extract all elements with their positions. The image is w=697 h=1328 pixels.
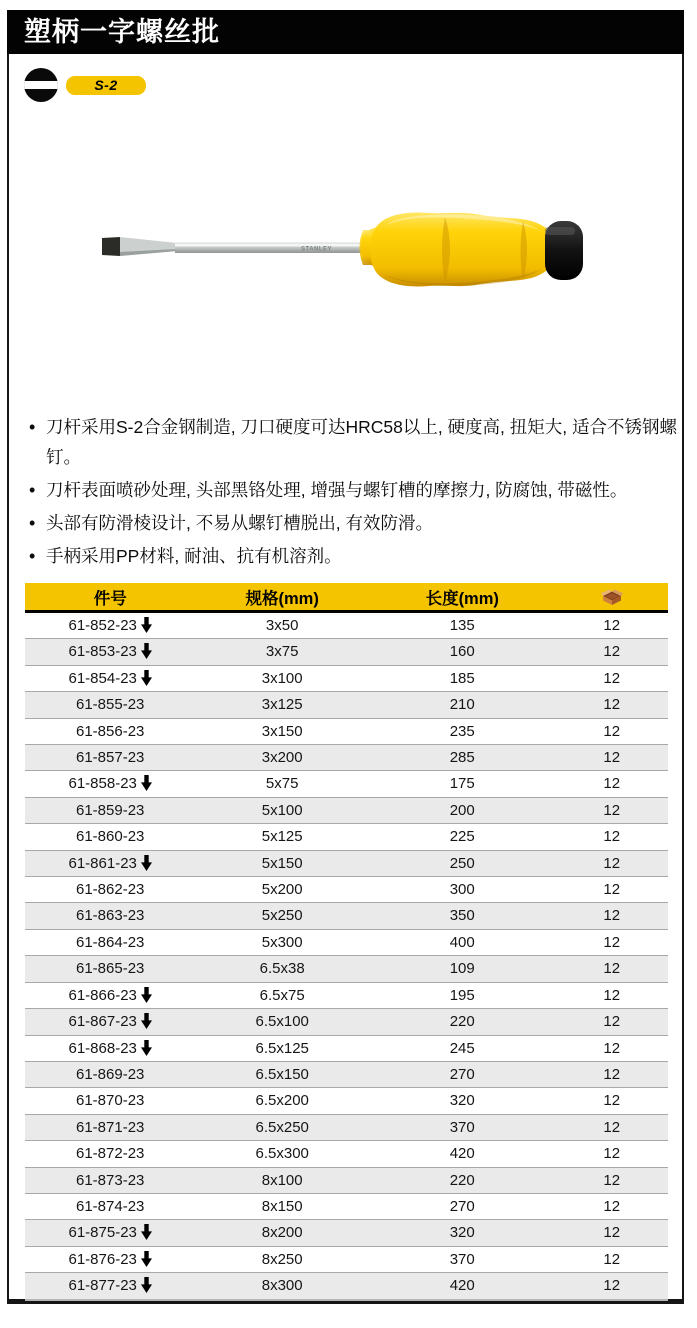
- qty-cell: 12: [555, 665, 668, 691]
- spec-cell: 3x200: [195, 745, 369, 771]
- badge-row: [24, 67, 146, 103]
- part-number: 61-869-23: [76, 1065, 145, 1083]
- header-length: 长度(mm): [369, 583, 555, 612]
- part-number: 61-874-23: [76, 1197, 145, 1215]
- part-number-cell: [25, 1009, 195, 1035]
- part-number-cell: [25, 903, 195, 929]
- table-row: [25, 1167, 668, 1193]
- length-cell: 220: [369, 1009, 555, 1035]
- spec-cell: 3x100: [195, 665, 369, 691]
- table-row: [25, 1114, 668, 1140]
- length-cell: 370: [369, 1246, 555, 1272]
- part-number-cell: [25, 771, 195, 797]
- part-number-cell: [25, 982, 195, 1008]
- table-row: [25, 1061, 668, 1087]
- title-bar: [7, 10, 684, 54]
- spec-cell: 5x75: [195, 771, 369, 797]
- table-row: [25, 1088, 668, 1114]
- part-number: 61-853-23: [68, 643, 137, 661]
- part-number: 61-865-23: [76, 960, 145, 978]
- part-number: 61-868-23: [68, 1039, 137, 1057]
- part-number-cell: [25, 877, 195, 903]
- part-number: 61-876-23: [68, 1250, 137, 1268]
- length-cell: 250: [369, 850, 555, 876]
- table-row: [25, 639, 668, 665]
- spec-cell: 3x75: [195, 639, 369, 665]
- table-row: [25, 982, 668, 1008]
- part-number-cell: [25, 1114, 195, 1140]
- part-number: 61-871-23: [76, 1118, 145, 1136]
- length-cell: 245: [369, 1035, 555, 1061]
- length-cell: 300: [369, 877, 555, 903]
- part-number: 61-877-23: [68, 1277, 137, 1295]
- down-arrow-icon: [141, 1251, 152, 1267]
- table-row: [25, 903, 668, 929]
- header-part-number: 件号: [25, 583, 195, 612]
- length-cell: 270: [369, 1061, 555, 1087]
- part-number: 61-860-23: [76, 828, 145, 846]
- length-cell: 200: [369, 797, 555, 823]
- part-number-cell: [25, 639, 195, 665]
- steel-grade-badge: S-2: [66, 76, 146, 95]
- length-cell: 420: [369, 1273, 555, 1300]
- down-arrow-icon: [141, 643, 152, 659]
- qty-cell: 12: [555, 745, 668, 771]
- spec-cell: 8x200: [195, 1220, 369, 1246]
- feature-item: • 头部有防滑棱设计, 不易从螺钉槽脱出, 有效防滑。: [29, 508, 677, 538]
- qty-cell: 12: [555, 718, 668, 744]
- spec-cell: 5x250: [195, 903, 369, 929]
- header-spec: 规格(mm): [195, 583, 369, 612]
- table-row: [25, 1035, 668, 1061]
- qty-cell: 12: [555, 771, 668, 797]
- part-number-cell: [25, 1167, 195, 1193]
- length-cell: 370: [369, 1114, 555, 1140]
- down-arrow-icon: [141, 1040, 152, 1056]
- spec-cell: 6.5x200: [195, 1088, 369, 1114]
- qty-cell: 12: [555, 1273, 668, 1300]
- qty-cell: 12: [555, 877, 668, 903]
- qty-cell: 12: [555, 1246, 668, 1272]
- down-arrow-icon: [141, 1277, 152, 1293]
- parts-table-body: [25, 612, 668, 1300]
- part-number: 61-857-23: [76, 749, 145, 767]
- length-cell: 135: [449, 617, 475, 634]
- qty-cell: 12: [555, 692, 668, 718]
- table-row: [25, 771, 668, 797]
- table-row: [25, 824, 668, 850]
- qty-cell: 12: [555, 850, 668, 876]
- qty-cell: 12: [555, 1193, 668, 1219]
- part-number-cell: [25, 692, 195, 718]
- part-number-cell: [25, 1246, 195, 1272]
- part-number-cell: [25, 1141, 195, 1167]
- part-number-cell: [25, 1035, 195, 1061]
- slotted-tip-icon: [24, 68, 58, 102]
- table-row: [25, 877, 668, 903]
- part-number: 61-875-23: [68, 1224, 137, 1242]
- part-number: 61-852-23: [68, 617, 137, 634]
- length-cell: 400: [369, 929, 555, 955]
- table-row: [25, 956, 668, 982]
- table-row: [25, 1246, 668, 1272]
- part-number: 61-863-23: [76, 907, 145, 925]
- qty-cell: 12: [555, 1220, 668, 1246]
- screwdriver-shaft: [175, 242, 373, 253]
- header-qty: [555, 583, 668, 612]
- table-row: [25, 1141, 668, 1167]
- table-row: [25, 850, 668, 876]
- spec-cell: 6.5x300: [195, 1141, 369, 1167]
- spec-cell: 8x100: [195, 1167, 369, 1193]
- features-list: [29, 412, 677, 574]
- qty-cell: 12: [555, 1009, 668, 1035]
- qty-cell: 12: [555, 929, 668, 955]
- part-number: 61-866-23: [68, 986, 137, 1004]
- part-number-cell: [25, 1088, 195, 1114]
- length-cell: 175: [369, 771, 555, 797]
- part-number: 61-862-23: [76, 881, 145, 899]
- length-cell: 320: [369, 1088, 555, 1114]
- table-row: [25, 1273, 668, 1300]
- part-number: 61-864-23: [76, 933, 145, 951]
- table-row: [25, 929, 668, 955]
- part-number-cell: [25, 1273, 195, 1300]
- length-cell: 185: [369, 665, 555, 691]
- length-cell: 420: [369, 1141, 555, 1167]
- qty-cell: 12: [555, 824, 668, 850]
- part-number-cell: [25, 1220, 195, 1246]
- part-number: 61-856-23: [76, 722, 145, 740]
- down-arrow-icon: [141, 987, 152, 1003]
- carton-icon: [600, 588, 624, 606]
- qty-cell: 12: [555, 797, 668, 823]
- part-number-cell: [25, 850, 195, 876]
- part-number: 61-872-23: [76, 1145, 145, 1163]
- length-cell: 109: [369, 956, 555, 982]
- part-number: 61-873-23: [76, 1171, 145, 1189]
- down-arrow-icon: [141, 1224, 152, 1240]
- length-cell: 225: [369, 824, 555, 850]
- spec-cell: 5x300: [195, 929, 369, 955]
- part-number-cell: [25, 1061, 195, 1087]
- qty-cell: 12: [555, 956, 668, 982]
- table-row: [25, 797, 668, 823]
- spec-cell: 8x250: [195, 1246, 369, 1272]
- table-row: [25, 1009, 668, 1035]
- length-cell: 210: [369, 692, 555, 718]
- spec-cell: 6.5x150: [195, 1061, 369, 1087]
- down-arrow-icon: [141, 855, 152, 871]
- qty-cell: 12: [555, 1088, 668, 1114]
- table-row: [25, 745, 668, 771]
- part-number: 61-855-23: [76, 696, 145, 714]
- part-number-cell: [25, 665, 195, 691]
- length-cell: 220: [369, 1167, 555, 1193]
- spec-cell: 3x150: [195, 718, 369, 744]
- qty-cell: 12: [555, 982, 668, 1008]
- screwdriver-tip: [102, 237, 120, 256]
- down-arrow-icon: [141, 1013, 152, 1029]
- spec-cell: 6.5x38: [195, 956, 369, 982]
- table-row: [25, 1193, 668, 1219]
- qty-cell: 12: [555, 1114, 668, 1140]
- part-number-cell: [25, 797, 195, 823]
- spec-cell: 5x125: [195, 824, 369, 850]
- part-number-cell: [25, 612, 195, 639]
- part-number-cell: [25, 718, 195, 744]
- part-number-cell: [25, 824, 195, 850]
- page-title: 塑柄一字螺丝批: [24, 16, 220, 47]
- part-number: 61-861-23: [68, 854, 137, 872]
- down-arrow-icon: [141, 670, 152, 686]
- qty-cell: 12: [555, 1141, 668, 1167]
- qty-cell: 12: [555, 903, 668, 929]
- length-cell: 350: [369, 903, 555, 929]
- part-number-cell: [25, 929, 195, 955]
- feature-item: • 刀杆采用S-2合金钢制造, 刀口硬度可达HRC58以上, 硬度高, 扭矩大, 适合不锈钢螺钉。: [29, 412, 677, 472]
- spec-cell: 3x125: [195, 692, 369, 718]
- length-cell: 320: [369, 1220, 555, 1246]
- down-arrow-icon: [141, 775, 152, 791]
- length-cell: 195: [369, 982, 555, 1008]
- spec-cell: 5x150: [195, 850, 369, 876]
- spec-cell: 6.5x100: [195, 1009, 369, 1035]
- parts-table: [25, 583, 668, 1301]
- spec-cell: 6.5x75: [195, 982, 369, 1008]
- part-number: 61-858-23: [68, 775, 137, 793]
- down-arrow-icon: [141, 617, 152, 633]
- part-number: 61-870-23: [76, 1092, 145, 1110]
- part-number-cell: [25, 956, 195, 982]
- qty-cell: 12: [555, 1035, 668, 1061]
- qty-cell: 12: [603, 617, 621, 634]
- table-row: [25, 692, 668, 718]
- part-number-cell: [25, 1193, 195, 1219]
- spec-cell: 5x100: [195, 797, 369, 823]
- table-header-row: [25, 583, 668, 612]
- part-number-cell: [25, 745, 195, 771]
- spec-cell: 6.5x125: [195, 1035, 369, 1061]
- length-cell: 285: [369, 745, 555, 771]
- table-row: [25, 718, 668, 744]
- length-cell: 235: [369, 718, 555, 744]
- spec-cell: 8x300: [195, 1273, 369, 1300]
- table-row: [25, 1220, 668, 1246]
- product-image: [93, 203, 590, 301]
- qty-cell: 12: [555, 1167, 668, 1193]
- length-cell: 160: [369, 639, 555, 665]
- feature-item: • 刀杆表面喷砂处理, 头部黑铬处理, 增强与螺钉槽的摩擦力, 防腐蚀, 带磁性。: [29, 475, 677, 505]
- screwdriver-handle: [370, 213, 557, 287]
- part-number: 61-854-23: [68, 669, 137, 687]
- parts-table-wrap: [25, 583, 668, 1301]
- spec-cell: 3x50: [265, 617, 299, 634]
- spec-cell: 5x200: [195, 877, 369, 903]
- spec-cell: 8x150: [195, 1193, 369, 1219]
- table-row: [25, 665, 668, 691]
- shaft-brand-text: STANLEY: [301, 246, 333, 253]
- spec-cell: 6.5x250: [195, 1114, 369, 1140]
- part-number: 61-859-23: [76, 801, 145, 819]
- feature-item: • 手柄采用PP材料, 耐油、抗有机溶剂。: [29, 541, 677, 571]
- part-number: 61-867-23: [68, 1013, 137, 1031]
- qty-cell: 12: [555, 639, 668, 665]
- length-cell: 270: [369, 1193, 555, 1219]
- table-row: [25, 612, 668, 639]
- qty-cell: 12: [555, 1061, 668, 1087]
